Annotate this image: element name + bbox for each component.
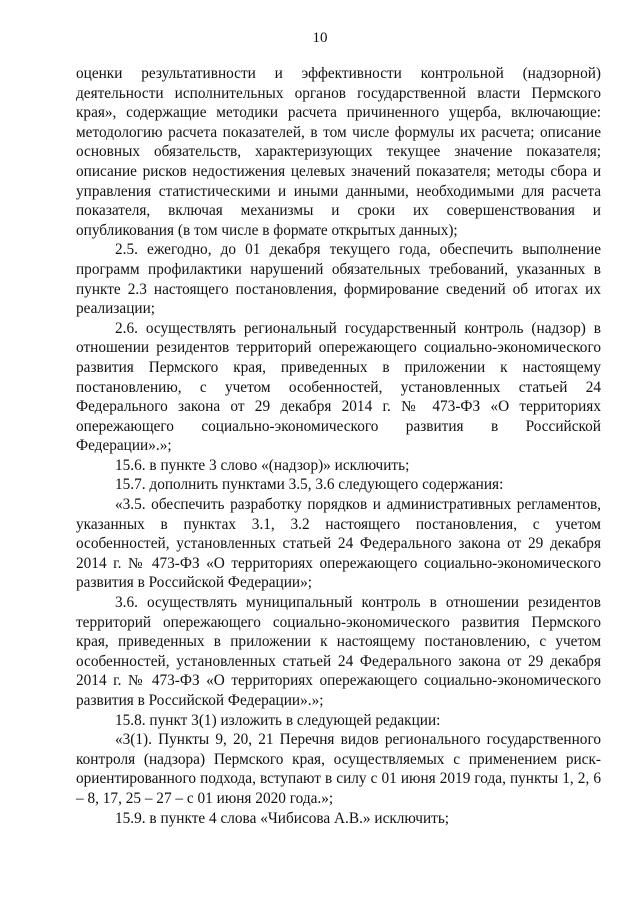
document-body bbox=[76, 64, 601, 828]
paragraph-15-6: 15.6. в пункте 3 слово «(надзор)» исключить; bbox=[115, 456, 410, 474]
paragraph-15-7: 15.7. дополнить пунктами 3.5, 3.6 следующего содержания: bbox=[115, 476, 504, 494]
paragraph-3-6: 3.6. осуществлять муниципальный контроль в отношении резидентов территорий опережающего социально-экономического развития Пермского края, приведенных в приложении к настоящему постановлению, с учетом особенностей, установленных статьей 24 Федерального закона от 29 декабря 2014 г. № 473-ФЗ «О территориях опережающего социально-экономического развития в Российской Федерации».»; bbox=[76, 594, 601, 709]
paragraph-15-8: 15.8. пункт 3(1) изложить в следующей редакции: bbox=[115, 711, 441, 729]
paragraph-2-6: 2.6. осуществлять региональный государственный контроль (надзор) в отношении резидентов территорий опережающего социально-экономического развития Пермского края, приведенных в приложении к настоящему постановлению, с учетом особенностей, установленных статьей 24 Федерального закона от 29 декабря 2014 г. № 473-ФЗ «О территориях опережающего социально-экономического развития в Российской Федерации».»; bbox=[76, 319, 601, 455]
paragraph-continuation: оценки результативности и эффективности контрольной (надзорной) деятельности исполнительных органов государственной власти Пермского края», содержащие методики расчета причиненного ущерба, включающие: методологию расчета показателей, в том числе формулы их расчета; описание основных обязательств, характеризующих текущее значение показателя; описание рисков недостижения целевых значений показателя; методы сбора и управления статистическими и иными данными, необходимыми для расчета показателя, включая механизмы и сроки их совершенствования и опубликования (в том числе в формате открытых данных); bbox=[76, 65, 601, 239]
paragraph-15-9: 15.9. в пункте 4 слова «Чибисова А.В.» исключить; bbox=[115, 809, 450, 827]
page-number: 10 bbox=[312, 30, 328, 46]
paragraph-2-5: 2.5. ежегодно, до 01 декабря текущего года, обеспечить выполнение программ профилактики нарушений обязательных требований, указанных в пункте 2.3 настоящего постановления, формирование сведений об итогах их реализации; bbox=[76, 241, 601, 318]
paragraph-3-5: «3.5. обеспечить разработку порядков и административных регламентов, указанных в пунктах 3.1, 3.2 настоящего постановления, с учетом особенностей, установленных статьей 24 Федерального закона от 29 декабря 2014 г. № 473-ФЗ «О территориях опережающего социально-экономического развития в Российской Федерации»; bbox=[76, 496, 601, 592]
paragraph-3-1: «3(1). Пункты 9, 20, 21 Перечня видов регионального государственного контроля (надзора) Пермского края, осуществляемых с применением риск-ориентированного подхода, вступают в силу с 01 июня 2019 года, пункты 1, 2, 6 – 8, 17, 25 – 27 – с 01 июня 2020 года.»; bbox=[76, 731, 601, 807]
